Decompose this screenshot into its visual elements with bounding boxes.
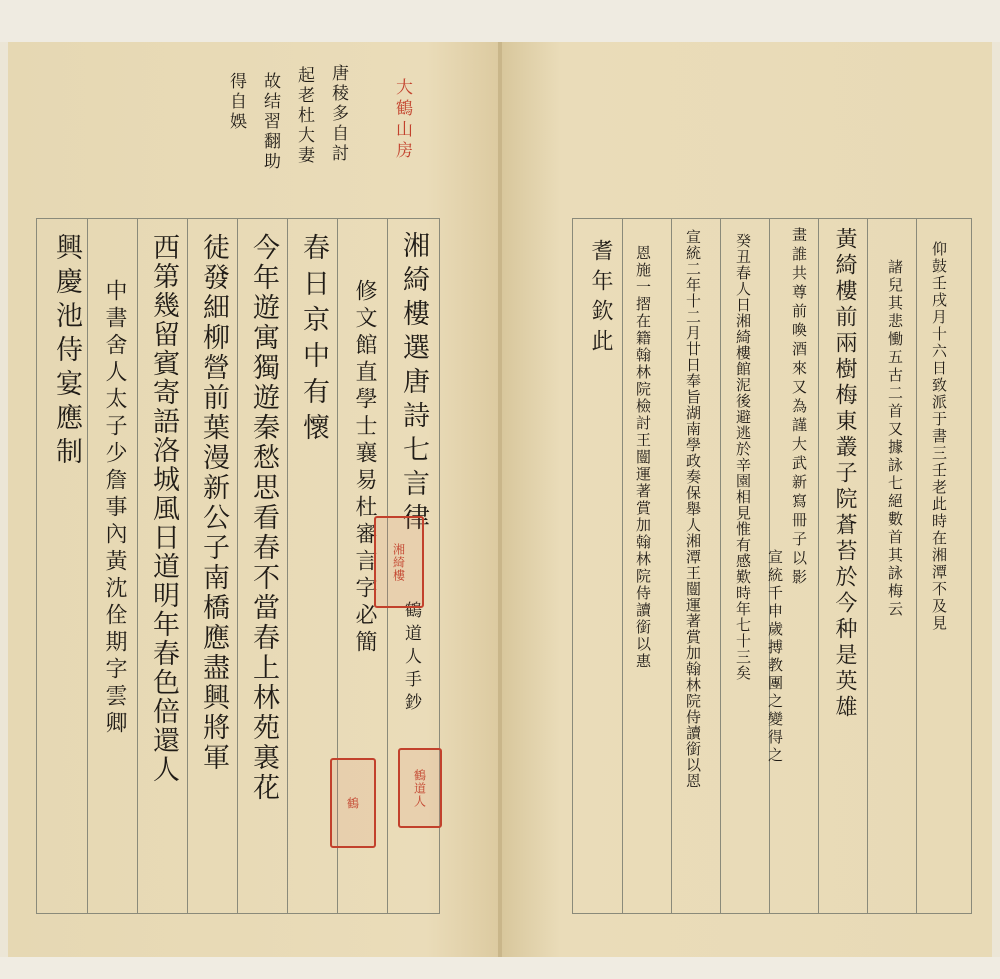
book-title: 湘綺樓選唐詩七言律 [398,231,429,537]
column-rule [87,219,88,913]
right-text-frame [572,218,972,914]
poem-line-2: 徒發細柳營前葉漫新公子南橋應盡興將軍 [198,233,229,773]
red-seal-square: 鶴 [330,758,376,848]
marginal-note-line-3: 故结習翻助 [260,72,280,172]
red-seal-large: 湘綺樓 [374,516,424,608]
column-rule [671,219,672,913]
annotation-line-3: 黃綺樓前兩樹梅東叢子院蒼苔於今种是英雄 [832,227,857,721]
author-line-2: 中書舍人太子少詹事內黃沈佺期字雲卿 [102,279,127,738]
top-margin [0,0,1000,42]
marginal-note-line-4: 得自娛 [226,72,246,132]
red-seal-small: 鶴道人 [398,748,442,828]
annotation-line-2: 諸兒其悲慟五古二首又據詠七絕數首其詠梅云 [886,259,904,619]
poem-line-1: 今年遊寓獨遊秦愁思看春不當春上林苑裏花 [248,233,279,803]
column-rule [137,219,138,913]
column-rule [720,219,721,913]
left-page [8,42,500,957]
right-page [502,42,992,957]
annotation-line-4: 畫誰共尊前喚酒來又為謹大武新寫冊子以影 [790,227,808,588]
column-rule [237,219,238,913]
column-rule [187,219,188,913]
column-rule [818,219,819,913]
red-inscription: 大鶴山房 [392,78,412,162]
column-rule [867,219,868,913]
poem-title-2: 興慶池侍宴應制 [51,233,82,471]
annotation-line-1: 仰鼓壬戌月十六日致派于書三壬老此時在湘潭不及見 [930,241,948,632]
marginal-note-line-1: 唐稜多自討 [328,64,348,164]
decree-line-1: 宣統二年十二月廿日奉旨湖南學政奏保舉人湘潭王闓運著賞加翰林院侍讀銜以恩 [684,229,702,789]
poem-title: 春日京中有懷 [298,233,329,449]
decree-line-3: 耆年欽此 [588,239,613,359]
annotation-line-5: 宣統千申歲搏教團之變得之 [766,549,784,765]
poem-line-3: 西第幾留賓寄語洛城風日道明年春色倍還人 [148,233,179,784]
decree-line-2: 恩施一摺在籍翰林院檢討王闓運著賞加翰林院侍讀銜以惠 [634,245,652,670]
column-rule [287,219,288,913]
annotation-line-6: 癸丑春人日湘綺樓館泥後避逃於辛園相見惟有感歎時年七十三矣 [734,233,752,681]
column-rule [916,219,917,913]
bottom-margin [0,957,1000,979]
author-line: 修文館直學士襄易杜審言字必簡 [352,279,377,657]
copyist-note: 鶴道人手鈔 [401,601,421,716]
column-rule [622,219,623,913]
marginal-note-line-2: 起老杜大妻 [294,66,314,166]
